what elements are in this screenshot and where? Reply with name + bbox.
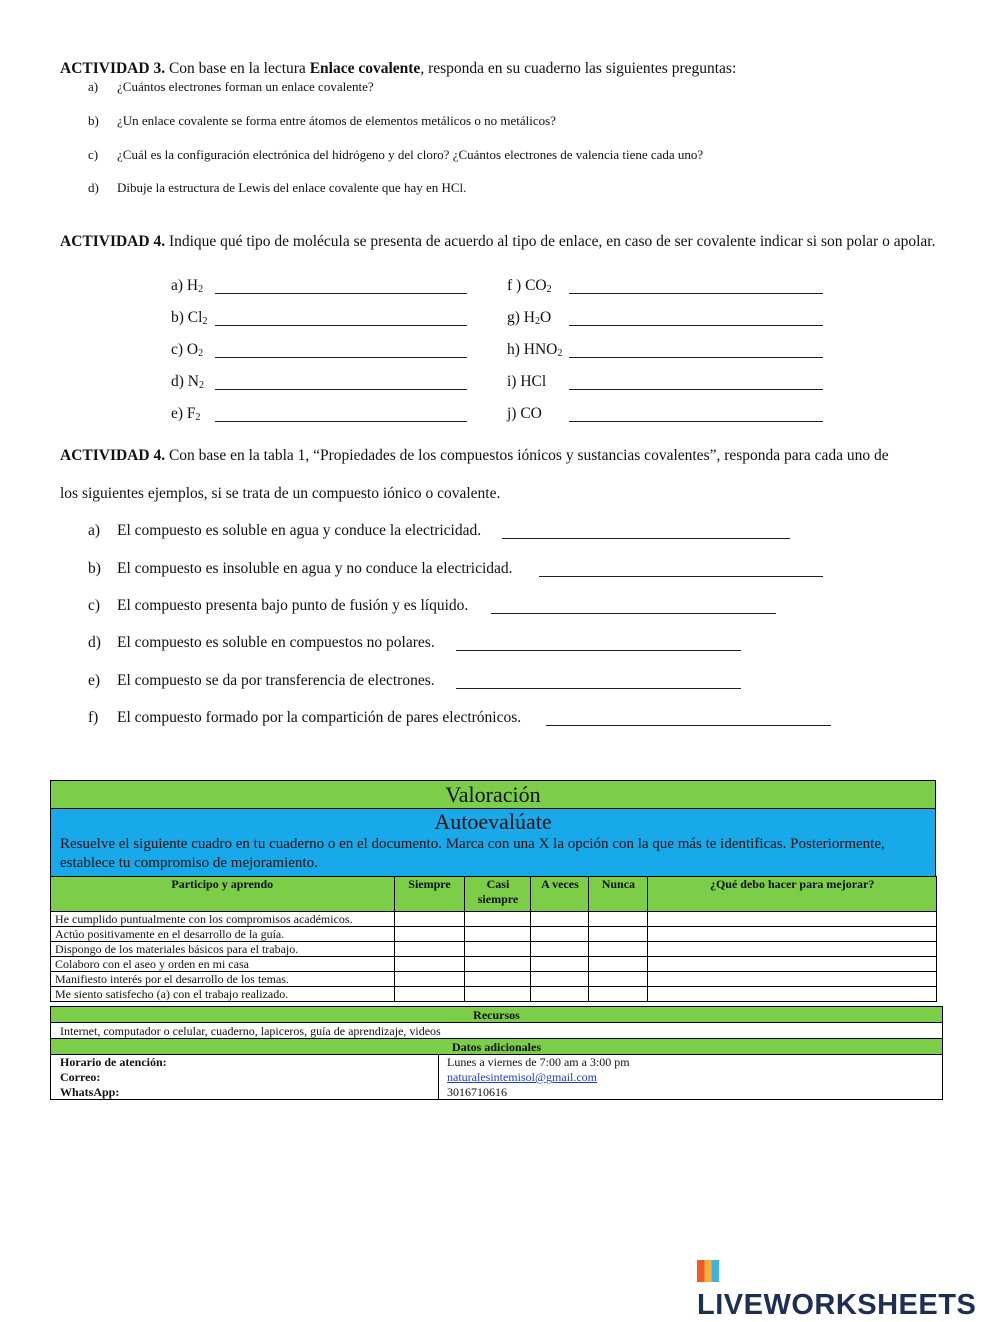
table-row: Manifiesto interés por el desarrollo de los temas. (51, 972, 937, 987)
cell-nunca[interactable] (589, 912, 648, 927)
cell-a-veces[interactable] (531, 987, 589, 1002)
molecule-i: i) HCl (507, 373, 547, 390)
cell-casi-siempre[interactable] (465, 957, 531, 972)
cell-siempre[interactable] (394, 942, 465, 957)
cell-nunca[interactable] (589, 927, 648, 942)
answer-line-c[interactable] (215, 343, 467, 358)
activity-5-heading: ACTIVIDAD 4. (60, 447, 166, 464)
activity-3-item-d: d) Dibuje la estructura de Lewis del enlace covalente que hay en HCl. (88, 180, 467, 195)
property-answer-f[interactable] (546, 711, 831, 726)
liveworksheets-logo: LIVEWORKSHEETS (697, 1256, 1000, 1322)
property-item-d: d) El compuesto es soluble en compuestos no polares. (88, 634, 435, 651)
cell-a-veces[interactable] (531, 972, 589, 987)
activity-5-intro-1: ACTIVIDAD 4. Con base en la tabla 1, “Propiedades de los compuestos iónicos y sustancias covalentes”, responda para cada uno de (60, 447, 889, 464)
datos-labels: Horario de atención: Correo: WhatsApp: (51, 1055, 439, 1099)
answer-line-b[interactable] (215, 311, 467, 326)
cell-a-veces[interactable] (531, 927, 589, 942)
col-a-veces: A veces (531, 877, 589, 912)
table-row: Actúo positivamente en el desarrollo de la guía. (51, 927, 937, 942)
cell-nunca[interactable] (589, 987, 648, 1002)
cell-mejorar[interactable] (648, 942, 937, 957)
property-answer-d[interactable] (456, 636, 741, 651)
cell-casi-siempre[interactable] (465, 927, 531, 942)
molecule-a: a) $H_2$ (171, 277, 204, 295)
property-answer-c[interactable] (491, 599, 776, 614)
answer-line-d[interactable] (215, 375, 467, 390)
cell-mejorar[interactable] (648, 912, 937, 927)
cell-casi-siempre[interactable] (465, 912, 531, 927)
whatsapp-value: 3016710616 (447, 1085, 507, 1099)
correo-link[interactable]: naturalesintemisol@gmail.com (447, 1070, 598, 1084)
table-row: He cumplido puntualmente con los compromisos académicos. (51, 912, 937, 927)
datos-values (447, 1055, 630, 1100)
cell-a-veces[interactable] (531, 912, 589, 927)
datos-table (50, 1054, 943, 1100)
col-casi-siempre: Casi siempre (465, 877, 531, 912)
property-answer-b[interactable] (539, 562, 823, 577)
self-evaluation-table (50, 876, 937, 1002)
property-answer-a[interactable] (502, 524, 790, 539)
horario-value: Lunes a viernes de 7:00 am a 3:00 pm (447, 1055, 630, 1069)
cell-siempre[interactable] (394, 972, 465, 987)
activity-5-intro-2: los siguientes ejemplos, si se trata de un compuesto iónico o covalente. (60, 485, 501, 502)
cell-casi-siempre[interactable] (465, 942, 531, 957)
activity-4-heading: ACTIVIDAD 4. (60, 233, 166, 250)
molecule-e: e) $F_2$ (171, 405, 201, 423)
datos-title: Datos adicionales (50, 1038, 943, 1055)
cell-mejorar[interactable] (648, 987, 937, 1002)
answer-line-i[interactable] (569, 375, 823, 390)
table-header-row (51, 877, 937, 912)
cell-mejorar[interactable] (648, 957, 937, 972)
cell-mejorar[interactable] (648, 972, 937, 987)
answer-line-a[interactable] (215, 279, 467, 294)
answer-line-f[interactable] (569, 279, 823, 294)
property-item-c: c) El compuesto presenta bajo punto de fusión y es líquido. (88, 597, 469, 614)
col-mejorar: ¿Qué debo hacer para mejorar? (648, 877, 937, 912)
autoevaluate-panel (50, 808, 936, 877)
answer-line-e[interactable] (215, 407, 467, 422)
molecule-j: j) CO (507, 405, 542, 422)
property-item-f: f) El compuesto formado por la compartición de pares electrónicos. (88, 709, 522, 726)
molecule-d: d) $N_2$ (171, 373, 204, 391)
cell-siempre[interactable] (394, 912, 465, 927)
recursos-text: Internet, computador o celular, cuaderno, lapiceros, guía de aprendizaje, videos (50, 1022, 943, 1039)
molecule-h: h) $HNO_2$ (507, 341, 563, 359)
autoevaluate-instructions: Resuelve el siguiente cuadro en tu cuaderno o en el documento. Marca con una X la opción con la que más te identificas. Posteriormente, establece tu compromiso de mejoramiento. (60, 836, 885, 871)
cell-a-veces[interactable] (531, 957, 589, 972)
cell-casi-siempre[interactable] (465, 987, 531, 1002)
activity-4-intro: ACTIVIDAD 4. Indique qué tipo de molécula se presenta de acuerdo al tipo de enlace, en caso de ser covalente indicar si son polar o apolar. (60, 233, 936, 250)
cell-a-veces[interactable] (531, 942, 589, 957)
answer-line-g[interactable] (569, 311, 823, 326)
cell-nunca[interactable] (589, 942, 648, 957)
property-answer-e[interactable] (456, 674, 741, 689)
property-item-b: b) El compuesto es insoluble en agua y no conduce la electricidad. (88, 560, 513, 577)
activity-3-heading: ACTIVIDAD 3. (60, 60, 166, 77)
cell-siempre[interactable] (394, 957, 465, 972)
autoevaluate-title: Autoevalúate (434, 809, 552, 834)
property-item-e: e) El compuesto se da por transferencia de electrones. (88, 672, 435, 689)
cell-siempre[interactable] (394, 927, 465, 942)
molecule-c: c) $O_2$ (171, 341, 204, 359)
cell-siempre[interactable] (394, 987, 465, 1002)
col-siempre: Siempre (394, 877, 465, 912)
molecule-b: b) $Cl_2$ (171, 309, 208, 327)
table-row: Dispongo de los materiales básicos para el trabajo. (51, 942, 937, 957)
answer-line-j[interactable] (569, 407, 823, 422)
activity-3-intro: ACTIVIDAD 3. Con base en la lectura Enlace covalente, responda en su cuaderno las siguientes preguntas: (60, 60, 737, 77)
recursos-title: Recursos (50, 1006, 943, 1023)
col-participo: Participo y aprendo (51, 877, 395, 912)
answer-line-h[interactable] (569, 343, 823, 358)
cell-casi-siempre[interactable] (465, 972, 531, 987)
molecule-f: f ) $CO_2$ (507, 277, 552, 295)
col-nunca: Nunca (589, 877, 648, 912)
molecule-g: g) $H_2O$ (507, 309, 552, 327)
cell-mejorar[interactable] (648, 927, 937, 942)
property-item-a: a) El compuesto es soluble en agua y conduce la electricidad. (88, 522, 482, 539)
cell-nunca[interactable] (589, 972, 648, 987)
table-row: Colaboro con el aseo y orden en mi casa (51, 957, 937, 972)
cell-nunca[interactable] (589, 957, 648, 972)
activity-3-item-a: a) ¿Cuántos electrones forman un enlace covalente? (88, 79, 374, 94)
logo-cube-icon (697, 1260, 719, 1282)
activity-3-item-b: b) ¿Un enlace covalente se forma entre átomos de elementos metálicos o no metálicos? (88, 113, 556, 128)
activity-3-item-c: c) ¿Cuál es la configuración electrónica del hidrógeno y del cloro? ¿Cuántos electrones de valencia tiene cada uno? (88, 147, 704, 162)
table-row: Me siento satisfecho (a) con el trabajo realizado. (51, 987, 937, 1002)
valoracion-title: Valoración (50, 780, 936, 809)
